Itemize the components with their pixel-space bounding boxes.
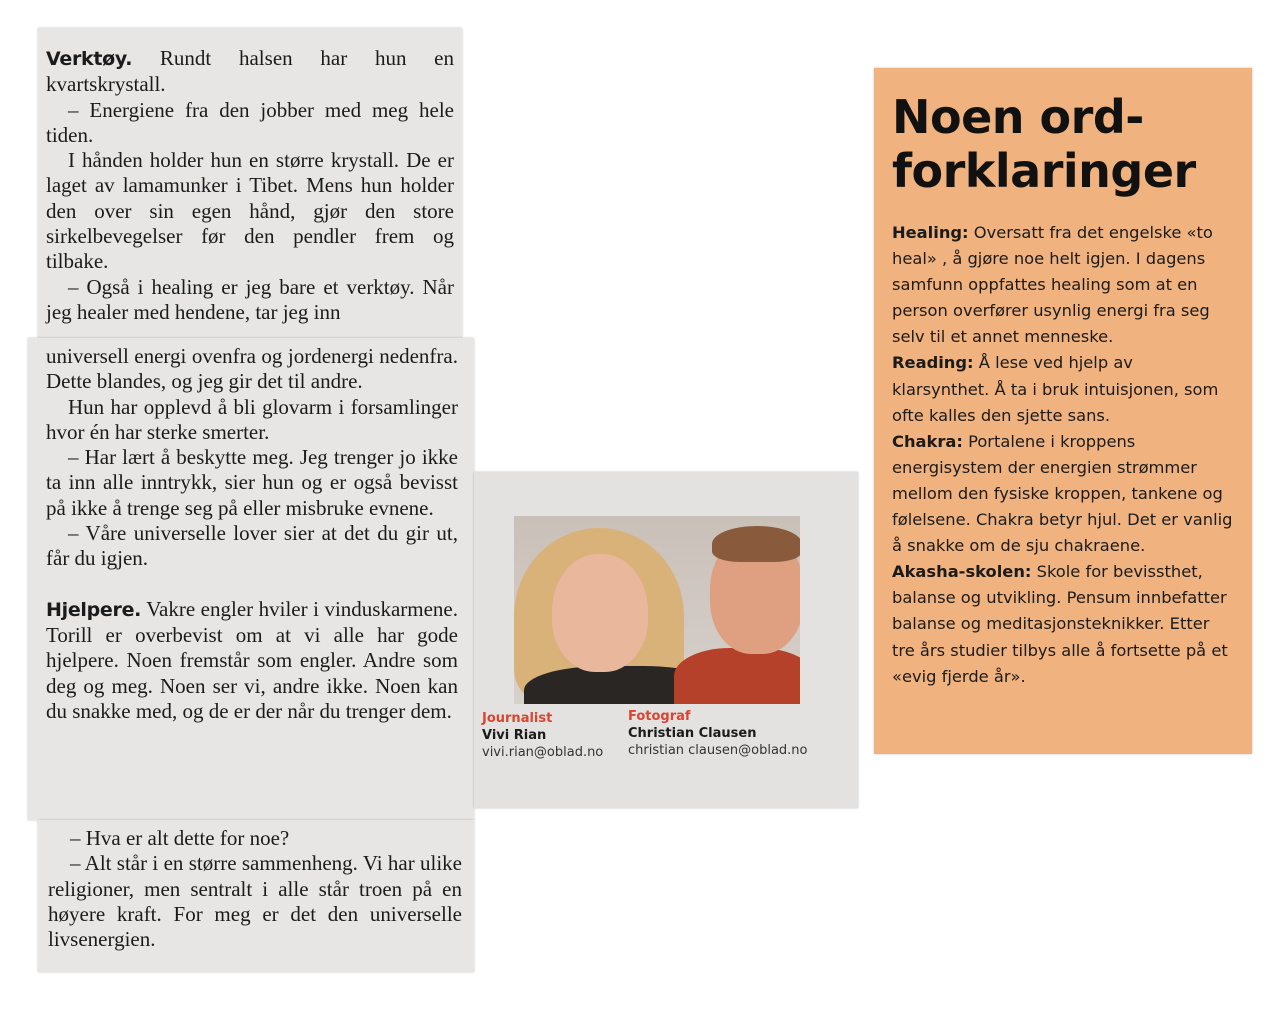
glossary-entry xyxy=(892,350,1234,428)
paragraph xyxy=(46,597,458,724)
section-lead: Hjelpere. xyxy=(46,598,142,621)
article-clipping-top xyxy=(38,28,462,338)
glossary-definition: Å lese ved hjelp av klarsynthet. Å ta i bruk intuisjonen, som ofte kalles den sjette sans. xyxy=(892,353,1219,425)
credit-email: vivi.rian@oblad.no xyxy=(482,745,604,760)
paragraph: – Hva er alt dette for noe? xyxy=(70,826,290,850)
paragraph: – Alt står i en større sammenheng. Vi har ulike religioner, men sentralt i alle står troen på en høyere kraft. For meg er det den universelle livsenergien. xyxy=(48,851,462,952)
article-clipping-middle xyxy=(28,338,474,820)
paragraph-text: Rundt halsen har hun en kvartskrystall. xyxy=(46,46,455,97)
article-clipping-bottom xyxy=(38,820,474,972)
glossary-entry xyxy=(892,429,1234,559)
photographer-credit xyxy=(628,708,808,759)
credit-name: Vivi Rian xyxy=(482,728,547,743)
glossary-box xyxy=(874,68,1252,754)
glossary-term: Akasha-skolen: xyxy=(892,562,1032,582)
glossary-definition: Skole for bevissthet, balanse og utvikling. Pensum innbefatter balanse og meditasjonsteknikker. Etter tre års studier tilbys alle å fortsette på et «evig fjerde år». xyxy=(892,562,1228,686)
paragraph: Hun har opplevd å bli glovarm i forsamlinger hvor én har sterke smerter. xyxy=(46,394,458,444)
paragraph: I hånden holder hun en større krystall. De er laget av lamamunker i Tibet. Mens hun holder den over sin egen hånd, gjør den store sirkelbevegelser før den pendler frem og tilbake. xyxy=(46,148,454,274)
glossary-title-line: forklaringer xyxy=(892,144,1196,198)
paragraph xyxy=(46,46,454,98)
glossary-definition: Portalene i kroppens energisystem der energien strømmer mellom den fysiske kroppen, tankene og følelsene. Chakra betyr hjul. Det er vanlig å snakke om de sju chakraene. xyxy=(892,431,1233,556)
byline-photo xyxy=(514,516,800,704)
glossary-entries xyxy=(892,220,1234,690)
credit-role: Journalist xyxy=(482,711,553,726)
glossary-title xyxy=(892,90,1234,198)
glossary-entry xyxy=(892,220,1234,350)
credit-email: christian clausen@oblad.no xyxy=(628,743,808,758)
credit-name: Christian Clausen xyxy=(628,726,757,741)
byline-photo-clipping xyxy=(474,472,858,808)
glossary-definition: Oversatt fra det engelske «to heal» , å gjøre noe helt igjen. I dagens samfunn oppfattes healing som at en person overfører usynlig energi fra seg selv til et annet menneske. xyxy=(892,223,1213,347)
paragraph-text: Vakre engler hviler i vinduskarmene. Torill er overbevist om at vi alle har gode hjelpere. Noen fremstår som engler. Andre som deg og meg. Noen ser vi, andre ikke. Noen kan du snakke med, og de er der når du trenger dem. xyxy=(46,596,458,723)
photographer-portrait-body xyxy=(674,648,800,704)
journalist-credit xyxy=(482,710,603,761)
credit-role: Fotograf xyxy=(628,709,691,724)
photographer-portrait-hair xyxy=(712,526,800,562)
section-lead: Verktøy. xyxy=(46,48,133,70)
paragraph: – Har lært å beskytte meg. Jeg trenger jo ikke ta inn alle inntrykk, sier hun og er også bevisst på ikke å trenge seg på eller misbruke evnene. xyxy=(46,445,458,520)
glossary-title-line: Noen ord- xyxy=(892,90,1144,144)
glossary-term: Healing: xyxy=(892,223,969,242)
paragraph: – Energiene fra den jobber med meg hele tiden. xyxy=(46,97,454,147)
paragraph: – Også i healing er jeg bare et verktøy. Når jeg healer med hendene, tar jeg inn xyxy=(46,274,454,324)
paragraph: – Våre universelle lover sier at det du gir ut, får du igjen. xyxy=(46,521,458,571)
glossary-term: Reading: xyxy=(892,353,974,373)
glossary-entry xyxy=(892,559,1234,689)
glossary-term: Chakra: xyxy=(892,431,963,451)
paragraph: universell energi ovenfra og jordenergi nedenfra. Dette blandes, og jeg gir det til andre. xyxy=(46,344,458,394)
journalist-portrait-face xyxy=(552,554,648,672)
